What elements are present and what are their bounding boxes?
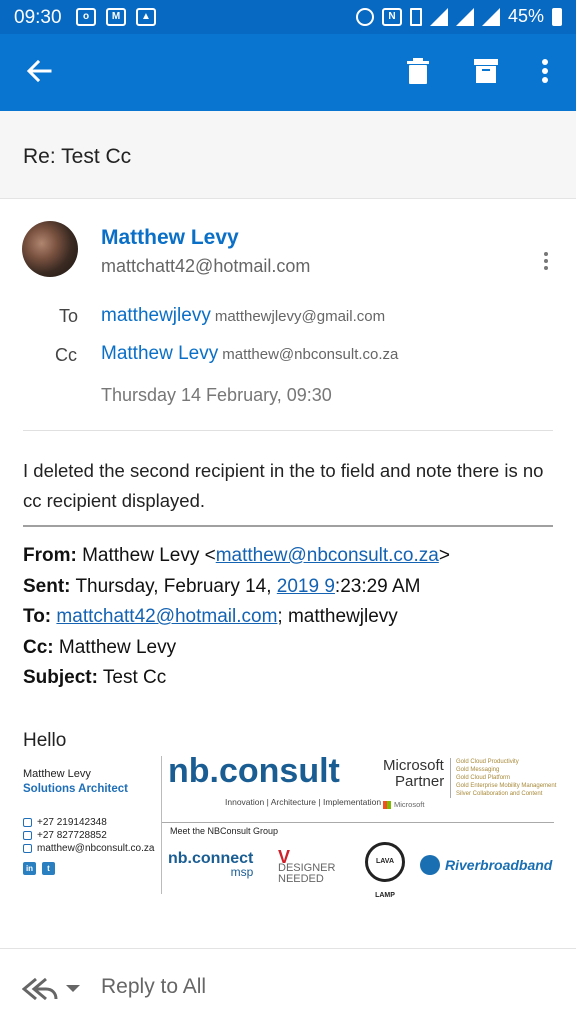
sent-time: :23:29 AM <box>334 576 421 597</box>
competency: Gold Enterprise Mobility Management <box>456 783 557 789</box>
delete-icon[interactable] <box>404 56 432 86</box>
divider <box>23 430 553 431</box>
sent-label: Sent: <box>23 576 71 597</box>
vibrate-icon <box>410 8 422 26</box>
wifi-icon <box>430 8 448 26</box>
signal-icon <box>456 8 474 26</box>
nbconnect-logo <box>168 850 253 879</box>
avatar[interactable] <box>22 221 78 277</box>
phone-icon <box>23 818 32 827</box>
signal-icon-2 <box>482 8 500 26</box>
app-bar <box>0 34 576 111</box>
cc-label: Cc <box>55 345 77 365</box>
to-recipient[interactable] <box>101 305 385 327</box>
sender-name[interactable]: Matthew Levy <box>101 226 239 249</box>
quoted-to <box>23 606 398 628</box>
signature-email[interactable]: matthew@nbconsult.co.za <box>37 843 155 854</box>
competency: Silver Collaboration and Content <box>456 791 543 797</box>
ms-line-1: Microsoft <box>383 757 444 774</box>
message-body: I deleted the second recipient in the to field and note there is no cc recipient displayed. <box>23 460 544 511</box>
sent-link[interactable]: 2019 9 <box>276 576 335 597</box>
cc-recipient[interactable] <box>101 343 398 365</box>
quoted-to-rest: ; matthewjlevy <box>277 606 398 627</box>
to-label: To <box>59 306 79 326</box>
from-end: > <box>438 545 450 566</box>
ms-line-2: Partner <box>395 773 445 790</box>
designer-text-1: DESIGNER <box>278 862 336 874</box>
competency: Gold Messaging <box>456 767 500 773</box>
signature-contact <box>23 768 154 875</box>
designer-needed-logo <box>278 847 336 885</box>
quoted-cc-label: Cc: <box>23 637 54 658</box>
riverbroadband-icon <box>420 855 440 875</box>
quote-divider <box>23 525 553 527</box>
gmail-notification-icon: M <box>106 8 126 26</box>
competency: Gold Cloud Productivity <box>456 759 519 765</box>
quoted-subject-label: Subject: <box>23 667 98 688</box>
reply-footer <box>0 948 576 1024</box>
from-name: Matthew Levy < <box>82 545 216 566</box>
to-recipient-email: matthewjlevy@gmail.com <box>214 308 386 325</box>
meet-group-label: Meet the NBConsult Group <box>170 826 279 836</box>
mobile-icon <box>23 831 32 840</box>
riverbroadband-logo <box>420 855 552 875</box>
image-notification-icon: ▲ <box>136 8 156 26</box>
archive-icon[interactable] <box>472 56 500 86</box>
more-options-icon[interactable] <box>538 56 552 86</box>
microsoft-logo-icon <box>383 801 391 809</box>
quoted-cc-value: Matthew Levy <box>58 637 177 658</box>
quoted-to-link[interactable]: mattchatt42@hotmail.com <box>56 606 278 627</box>
subject-bar <box>0 111 576 199</box>
cc-recipient-email: matthew@nbconsult.co.za <box>222 346 399 363</box>
message-more-icon[interactable] <box>543 252 549 274</box>
riverbroadband-text: Riverbroadband <box>445 857 553 873</box>
message-subject: Re: Test Cc <box>23 145 132 168</box>
lava-lamp-logo: LAVA LAMP <box>365 842 405 882</box>
nbconsult-logo: nb.consult <box>168 752 340 790</box>
twitter-icon[interactable]: t <box>42 862 55 875</box>
phone-1[interactable]: +27 219142348 <box>37 817 107 828</box>
status-bar <box>0 0 576 34</box>
microsoft-partner-logo <box>383 758 444 813</box>
signature-name: Matthew Levy <box>23 768 91 780</box>
nbconnect-text: nb.connect <box>168 850 254 867</box>
reply-all-icon[interactable] <box>22 977 58 1001</box>
quoted-subject-value: Test Cc <box>102 667 167 688</box>
phone-2[interactable]: +27 827728852 <box>37 830 107 841</box>
quoted-sent <box>23 576 420 598</box>
mail-icon <box>23 844 32 853</box>
message-date: Thursday 14 February, 09:30 <box>101 385 332 405</box>
from-label: From: <box>23 545 77 566</box>
designer-v-icon: V <box>278 847 291 867</box>
signature-hline <box>162 822 554 823</box>
quoted-from <box>23 545 450 567</box>
nfc-icon: N <box>382 8 402 26</box>
linkedin-icon[interactable]: in <box>23 862 36 875</box>
battery-percent: 45% <box>507 6 544 26</box>
status-time: 09:30 <box>14 7 62 28</box>
nbconnect-sub: msp <box>230 865 254 879</box>
sender-email: mattchatt42@hotmail.com <box>101 256 311 276</box>
sent-date: Thursday, February 14, <box>75 576 277 597</box>
signature-role: Solutions Architect <box>23 783 128 795</box>
designer-text-2: NEEDED <box>278 873 324 885</box>
quoted-subject <box>23 667 166 689</box>
nbconsult-tagline: Innovation | Architecture | Implementation <box>225 797 382 807</box>
ms-small-text: Microsoft <box>394 800 425 809</box>
ms-competencies <box>450 758 556 798</box>
reply-dropdown-caret-icon[interactable] <box>66 985 80 992</box>
competency: Gold Cloud Platform <box>456 775 511 781</box>
quoted-to-label: To: <box>23 606 52 627</box>
battery-icon <box>552 8 562 26</box>
back-arrow-icon[interactable] <box>24 56 54 86</box>
outlook-notification-icon: o <box>76 8 96 26</box>
greeting: Hello <box>23 730 67 751</box>
cc-recipient-name[interactable]: Matthew Levy <box>101 343 219 364</box>
to-recipient-name[interactable]: matthewjlevy <box>101 305 211 326</box>
alarm-icon <box>356 8 374 26</box>
signature-divider <box>161 756 162 894</box>
reply-all-button[interactable]: Reply to All <box>101 975 207 998</box>
quoted-cc <box>23 637 176 659</box>
from-email-link[interactable]: matthew@nbconsult.co.za <box>215 545 439 566</box>
